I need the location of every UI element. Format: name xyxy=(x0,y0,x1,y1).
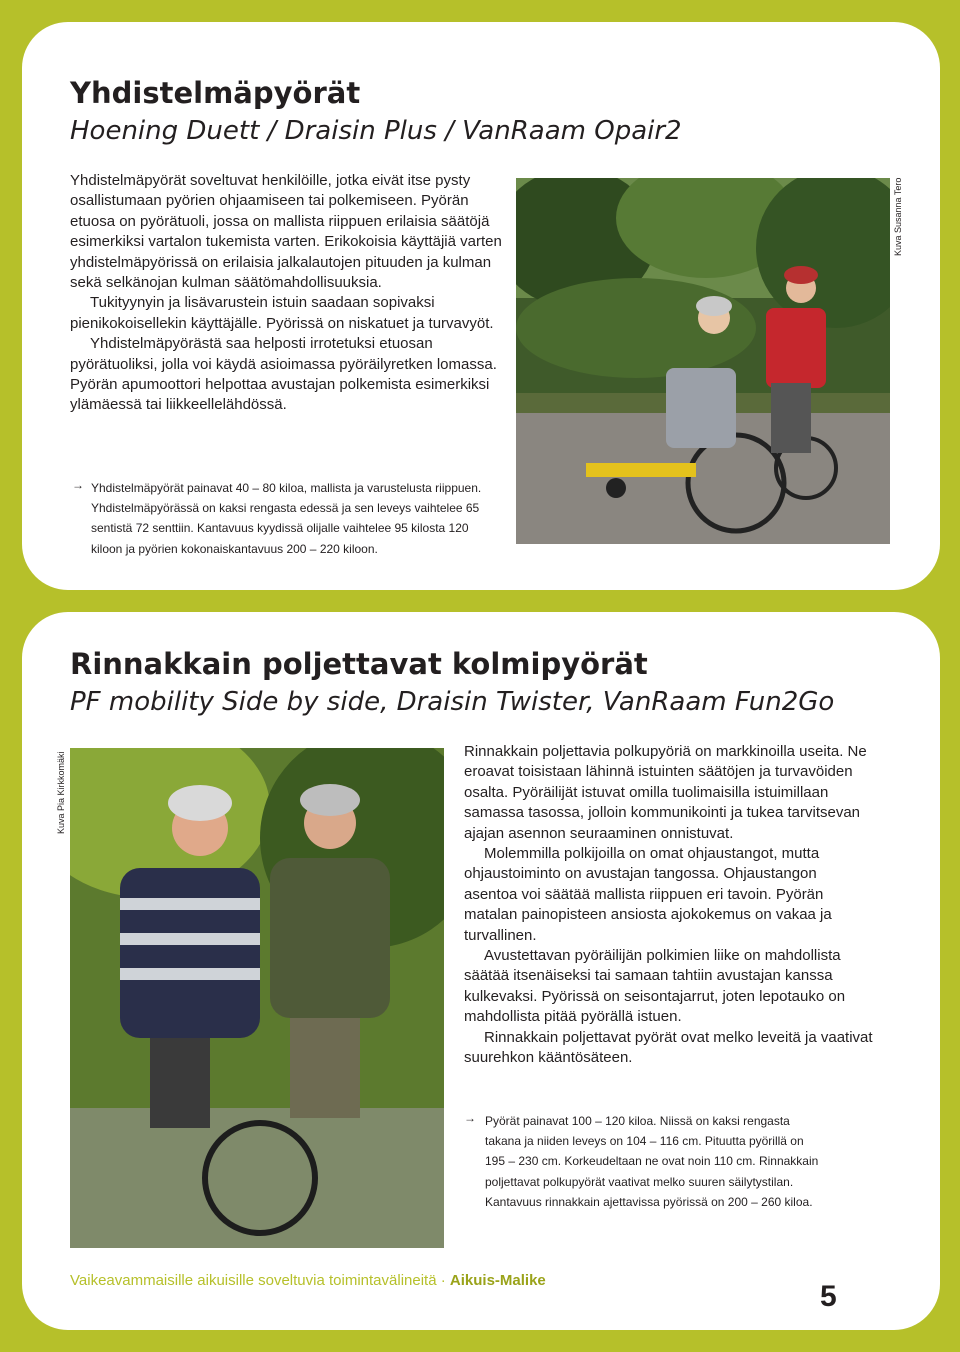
photo-combination-bike xyxy=(516,178,890,544)
footer xyxy=(70,1272,546,1289)
section2-title: Rinnakkain poljettavat kolmipyörät xyxy=(70,647,648,681)
section2-paragraph: Rinnakkain poljettavia polkupyöriä on markkinoilla useita. Ne eroavat toisistaan lähinnä istuinten säätöjen ja turvavöiden osalta. Pyöräilijät istuvat omilla tuolimaisilla istuimillaan samassa tasossa, jolloin kommunikointi ja tukea tarvitsevan ajajan asennon seuraaminen onnistuvat. xyxy=(464,743,867,842)
section2-subtitle: PF mobility Side by side, Draisin Twister, VanRaam Fun2Go xyxy=(70,687,835,717)
section2-paragraph: Avustettavan pyöräilijän polkimien liike on mahdollista säätää itsenäiseksi tai samaan tahtiin avustajan kanssa kulkevaksi. Pyörissä on seisontajarrut, joten lepotauko on mahdollista pitää pyörällä istuen. xyxy=(464,947,846,1026)
section1-note: Yhdistelmäpyörät painavat 40 – 80 kiloa, mallista ja varustelusta riippuen. Yhdistelmäpyörässä on kaksi rengasta edessä ja sen leveys vaihtelee 65 sentistä 72 senttiin. Kantavuus kyydissä olijalle vaihtelee 95 kilosta 120 kiloon ja pyörien kokonaiskantavuus 200 – 220 kiloon. xyxy=(91,481,482,556)
section1-paragraph: Tukityynyin ja lisävarustein istuin saadaan sopivaksi pienikokoisellekin käyttäjälle. Pyörissä on niskatuet ja turvavyöt. xyxy=(70,294,494,332)
section1-title: Yhdistelmäpyörät xyxy=(70,76,361,110)
footer-brand: Aikuis-Malike xyxy=(449,1272,546,1289)
photo-side-by-side-bike-illustration xyxy=(70,748,444,1248)
section1-body xyxy=(70,171,510,416)
section1-paragraph: Yhdistelmäpyörästä saa helposti irrotetuksi etuosan pyörätuoliksi, jolla voi käydä asioimassa pyöräilyretken lomassa. Pyörän apumoottori helpottaa avustajan polkemista esimerkiksi ylämäessä tai liikkeellelähdössä. xyxy=(70,335,497,414)
section2-paragraph: Rinnakkain poljettavat pyörät ovat melko leveitä ja vaativat suurehkon kääntösäteen. xyxy=(464,1028,873,1067)
section1-subtitle: Hoening Duett / Draisin Plus / VanRaam Opair2 xyxy=(70,116,682,146)
arrow-icon: → xyxy=(72,478,84,492)
page-number: 5 xyxy=(820,1280,837,1313)
section1-photo-credit: Kuva Susanna Tero xyxy=(893,177,903,256)
photo-side-by-side-bike xyxy=(70,748,444,1248)
section2-photo-credit: Kuva Pia Kirkkomäki xyxy=(56,751,66,834)
arrow-icon: → xyxy=(464,1111,476,1125)
section2-paragraph: Molemmilla polkijoilla on omat ohjaustangot, mutta ohjaustoiminto on avustajan tangossa. Ohjaustangon asentoa voi säätää mallista riippuen eri tavoin. Pyörän matalan painopisteen ansiosta ajokokemus on vakaa ja turvallinen. xyxy=(464,845,832,944)
photo-combination-bike-illustration xyxy=(516,178,890,544)
footer-text: Vaikeavammaisille aikuisille soveltuvia toimintavälineitä · xyxy=(70,1272,450,1289)
section2-body xyxy=(464,742,874,1069)
section2-note: Pyörät painavat 100 – 120 kiloa. Niissä on kaksi rengasta takana ja niiden leveys on 104 – 116 cm. Pituutta pyörillä on 195 – 230 cm. Korkeudeltaan ne ovat noin 110 cm. Rinnakkain poljettavat polkupyörät vaativat melko suuren säilytystilan. Kantavuus rinnakkain ajettavissa pyörissä on 200 – 260 kiloa. xyxy=(485,1114,819,1209)
section1-paragraph: Yhdistelmäpyörät soveltuvat henkilöille, jotka eivät itse pysty osallistumaan pyörien ohjaamiseen tai polkemiseen. Pyörän etuosa on pyörätuoli, jossa on mallista riippuen erilaisia säätöjä esimerkiksi vartalon tukemista varten. Erikokoisia käyttäjiä varten yhdistelmäpyörissä on erilaisia jalkalautojen pituuden ja kulman sekä selkänojan kulman säätömahdollisuuksia. xyxy=(70,172,502,292)
